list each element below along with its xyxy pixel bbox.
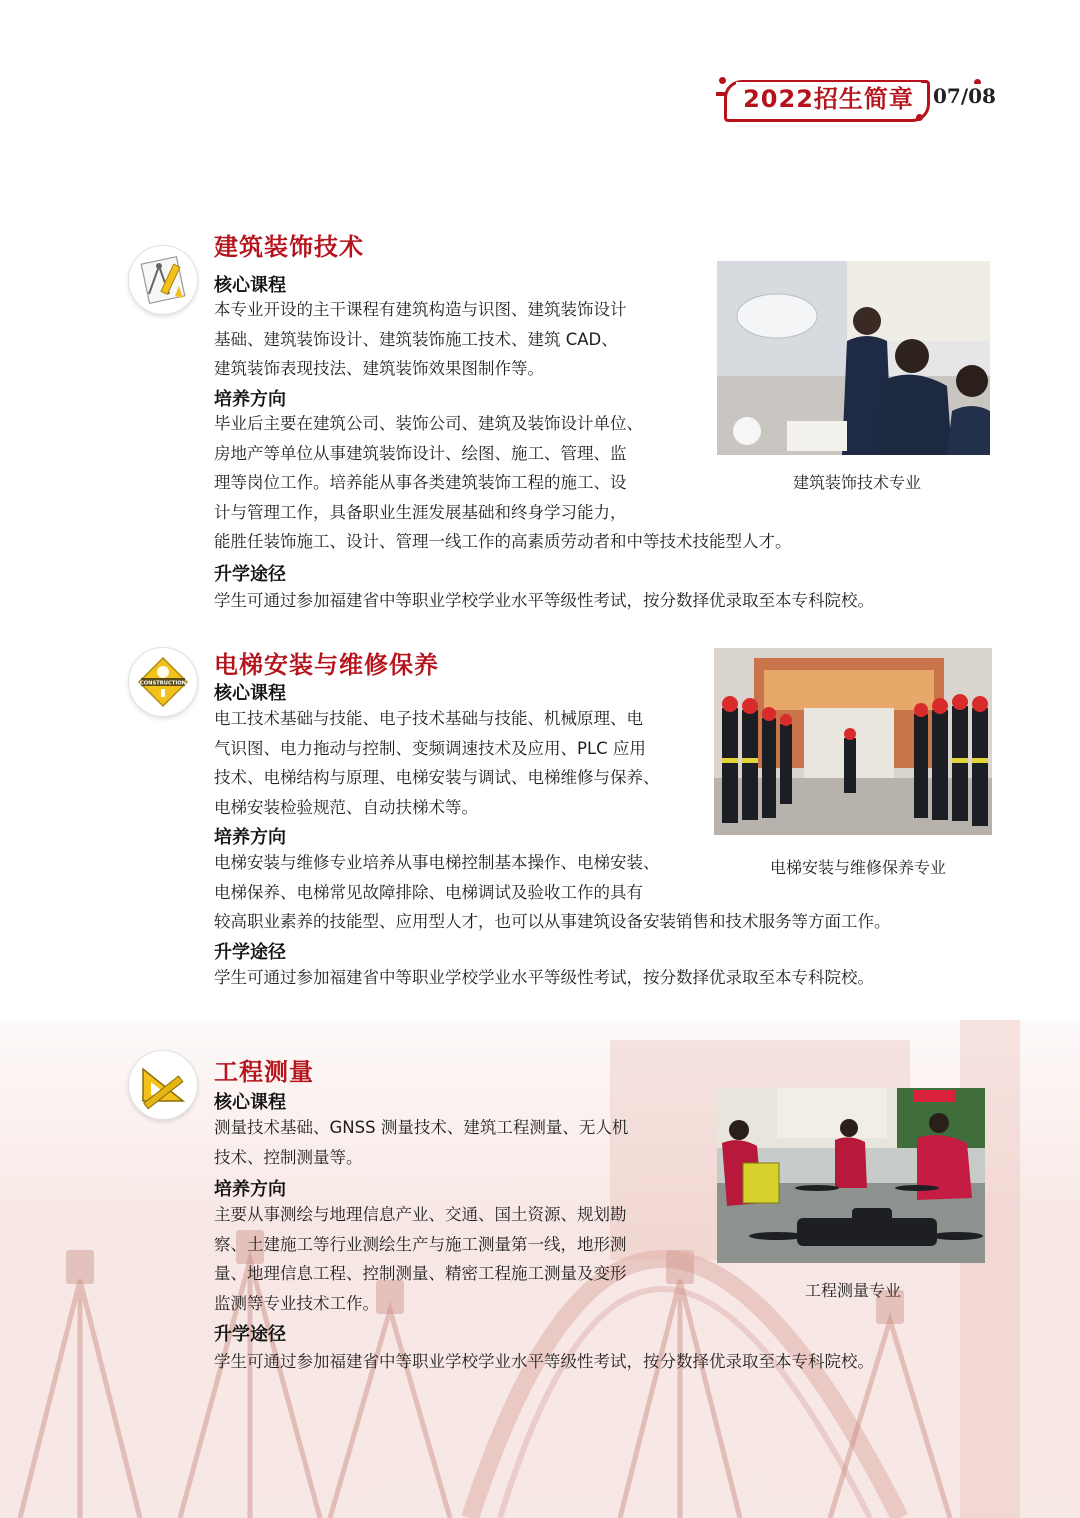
text-line: 理等岗位工作。培养能从事各类建筑装饰工程的施工、设 [214,473,627,492]
core-courses-text [214,704,660,822]
page-number: 07/08 [930,84,999,108]
core-courses-text [214,295,627,384]
badge-dot [916,114,923,121]
text-line: 较高职业素养的技能型、应用型人才，也可以从事建筑设备安装销售和技术服务等方面工作。 [214,912,891,931]
career-direction-label: 培养方向 [214,389,286,410]
photo-caption: 工程测量专业 [804,1281,901,1300]
photo-design-class [717,261,990,455]
ruler-set-square-icon [128,1050,198,1120]
text-line: 学生可通过参加福建省中等职业学校学业水平等级性考试，按分数择优录取至本专科院校。 [214,1352,874,1371]
career-direction-text [214,1200,627,1318]
career-direction-label: 培养方向 [214,827,286,848]
construction-sign-icon [128,647,198,717]
text-line: 电梯安装与维修专业培养从事电梯控制基本操作、电梯安装、 [214,853,660,872]
photo-elevator-training [714,648,992,835]
further-study-label: 升学途径 [214,564,286,585]
text-line: 学生可通过参加福建省中等职业学校学业水平等级性考试，按分数择优录取至本专科院校。 [214,591,874,610]
badge-dot [719,77,726,84]
sign-text: CONSTRUCTION [139,680,187,687]
career-direction-label: 培养方向 [214,1179,286,1200]
text-line: 监测等专业技术工作。 [214,1293,379,1313]
drafting-tools-icon [128,245,198,315]
text-line: 电梯保养、电梯常见故障排除、电梯调试及验收工作的具有 [214,882,643,902]
text-line: 计与管理工作，具备职业生涯发展基础和终身学习能力， [214,502,627,522]
further-study-text [214,963,874,993]
further-study-label: 升学途径 [214,942,286,963]
core-courses-label: 核心课程 [214,1092,286,1113]
text-line: 学生可通过参加福建省中等职业学校学业水平等级性考试，按分数择优录取至本专科院校。 [214,968,874,987]
brochure-title: 2022招生简章 [736,82,921,116]
career-direction-text [214,409,792,557]
header-badge [716,74,996,124]
text-line: 本专业开设的主干课程有建筑构造与识图、建筑装饰设计 [214,300,627,319]
core-courses-text [214,1113,628,1172]
text-line: 技术、电梯结构与原理、电梯安装与调试、电梯维修与保养、 [214,768,660,787]
section-title: 电梯安装与维修保养 [214,651,439,679]
text-line: 察、土建施工等行业测绘生产与施工测量第一线，地形测 [214,1234,627,1254]
further-study-label: 升学途径 [214,1324,286,1345]
section-title: 建筑装饰技术 [214,233,364,261]
photo-caption: 电梯安装与维修保养专业 [769,858,946,877]
core-courses-label: 核心课程 [214,275,286,296]
text-line: 测量技术基础、GNSS 测量技术、建筑工程测量、无人机 [214,1118,629,1137]
photo-caption: 建筑装饰技术专业 [792,473,921,492]
text-line: 电工技术基础与技能、电子技术基础与技能、机械原理、电 [214,709,643,728]
text-line: 毕业后主要在建筑公司、装饰公司、建筑及装饰设计单位、 [214,414,643,433]
text-line: 气识图、电力拖动与控制、变频调速技术及应用、PLC 应用 [214,738,646,758]
further-study-text [214,1347,874,1377]
text-line: 电梯安装检验规范、自动扶梯术等。 [214,797,478,817]
further-study-text [214,586,874,616]
text-line: 量、地理信息工程、控制测量、精密工程施工测量及变形 [214,1264,627,1283]
text-line: 技术、控制测量等。 [214,1147,363,1167]
text-line: 主要从事测绘与地理信息产业、交通、国土资源、规划勘 [214,1205,627,1224]
text-line: 能胜任装饰施工、设计、管理一线工作的高素质劳动者和中等技术技能型人才。 [214,532,792,551]
text-line: 基础、建筑装饰设计、建筑装饰施工技术、建筑 CAD、 [214,329,618,349]
photo-drone-survey [717,1088,985,1263]
section-title: 工程测量 [214,1058,314,1086]
text-line: 房地产等单位从事建筑装饰设计、绘图、施工、管理、监 [214,443,627,463]
core-courses-label: 核心课程 [214,683,286,704]
text-line: 建筑装饰表现技法、建筑装饰效果图制作等。 [214,359,544,378]
